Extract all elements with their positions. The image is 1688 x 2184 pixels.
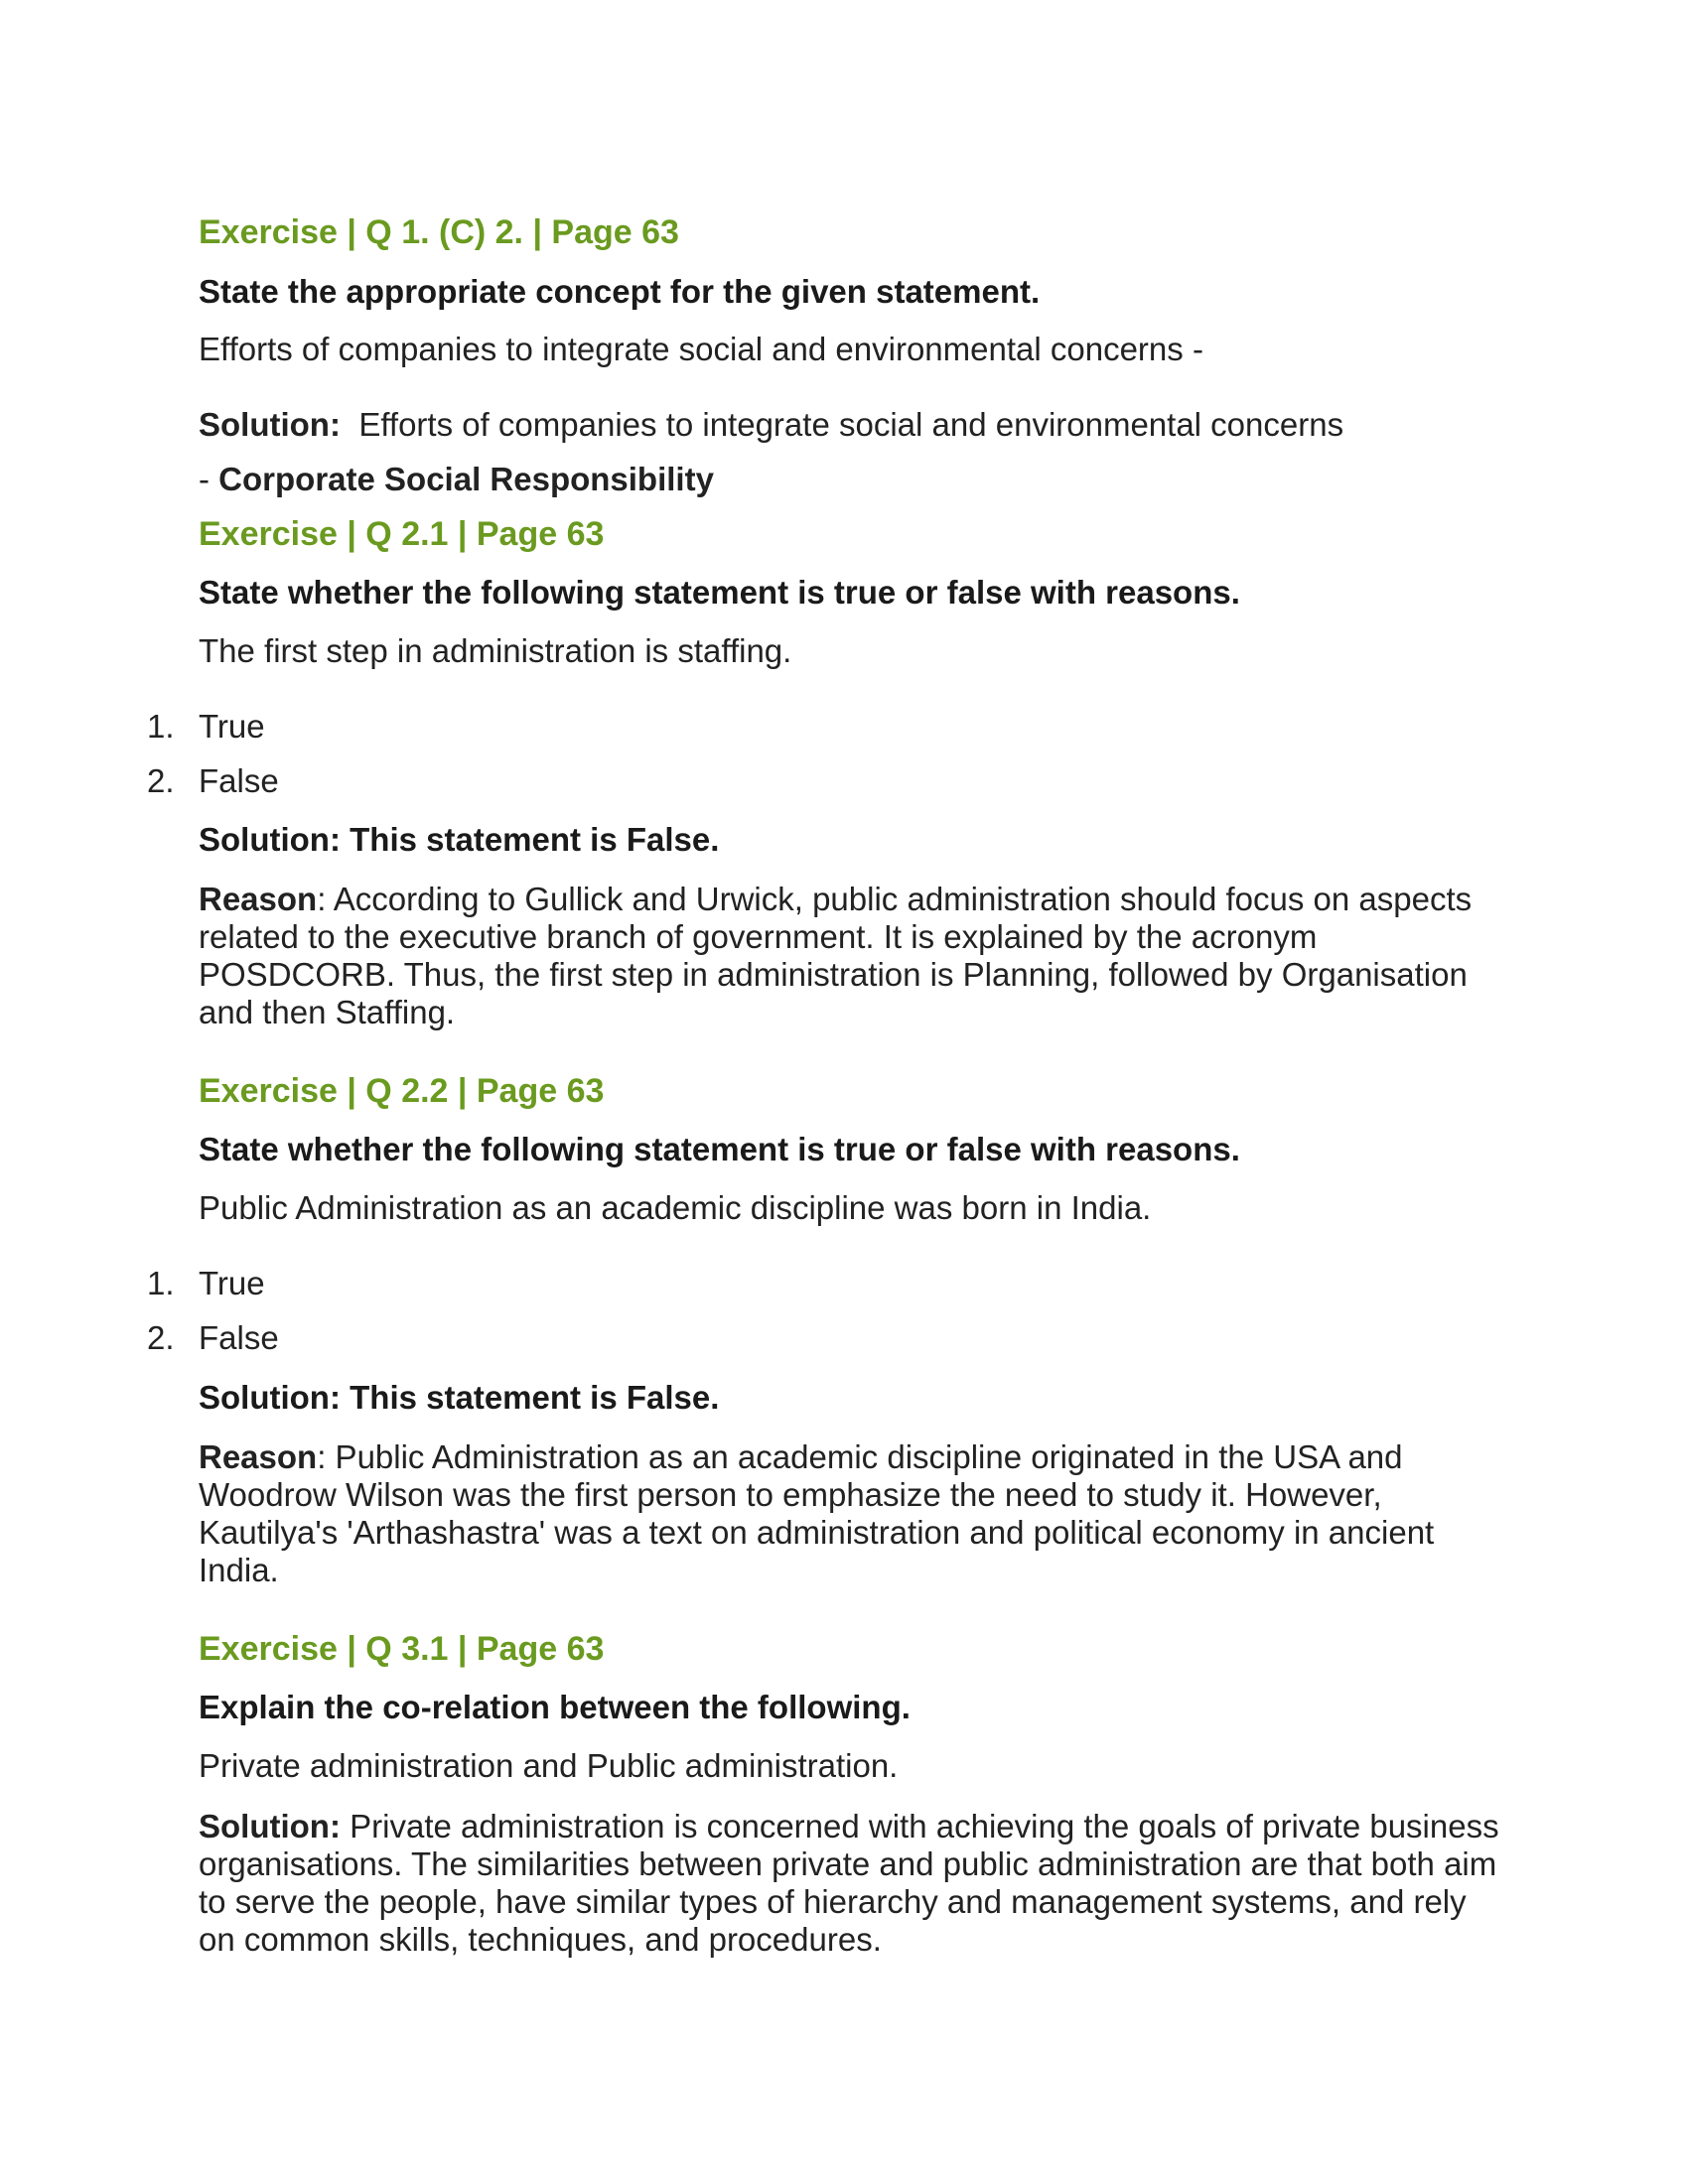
- q2-2-option-false: [147, 1318, 279, 1358]
- q1-answer: [199, 460, 1499, 499]
- q2-1-reason: [199, 881, 1499, 1031]
- option-label: False: [199, 762, 279, 799]
- q1-answer-dash: -: [199, 461, 219, 497]
- q1-heading: Exercise | Q 1. (C) 2. | Page 63: [199, 213, 679, 251]
- q3-1-statement: Private administration and Public administration.: [199, 1747, 899, 1784]
- option-number: 1.: [147, 708, 175, 745]
- q2-2-reason: [199, 1438, 1499, 1589]
- option-label: False: [199, 1319, 279, 1356]
- q1-prompt: State the appropriate concept for the given statement.: [199, 273, 1041, 310]
- q2-1-option-false: [147, 761, 279, 801]
- q2-2-statement: Public Administration as an academic discipline was born in India.: [199, 1189, 1152, 1226]
- option-number: 2.: [147, 1319, 175, 1356]
- q2-2-option-true: [147, 1264, 265, 1303]
- q3-1-solution-text: Private administration is concerned with achieving the goals of private business organisations. The similarities between private and public administration are that both aim to serve the people, have similar types of hierarchy and management systems, and rely on common skills, techniques, and procedures.: [199, 1808, 1499, 1958]
- q2-2-heading: Exercise | Q 2.2 | Page 63: [199, 1072, 605, 1110]
- q2-2-reason-label: Reason: [199, 1438, 318, 1475]
- q2-2-solution: Solution: This statement is False.: [199, 1379, 720, 1416]
- q2-2-prompt: State whether the following statement is true or false with reasons.: [199, 1131, 1240, 1167]
- q3-1-solution-label: Solution:: [199, 1808, 341, 1844]
- option-number: 2.: [147, 762, 175, 799]
- option-label: True: [199, 708, 265, 745]
- q1-solution-label: Solution:: [199, 406, 341, 443]
- q2-1-reason-label: Reason: [199, 881, 318, 917]
- q1-solution-text: Efforts of companies to integrate social and environmental concerns: [358, 406, 1344, 443]
- q3-1-heading: Exercise | Q 3.1 | Page 63: [199, 1630, 605, 1668]
- q2-1-heading: Exercise | Q 2.1 | Page 63: [199, 515, 605, 553]
- q1-answer-text: Corporate Social Responsibility: [218, 461, 714, 497]
- q1-statement: Efforts of companies to integrate social and environmental concerns -: [199, 331, 1203, 367]
- q2-1-option-true: [147, 707, 265, 747]
- option-label: True: [199, 1265, 265, 1301]
- q2-1-prompt: State whether the following statement is true or false with reasons.: [199, 574, 1240, 611]
- q3-1-prompt: Explain the co-relation between the following.: [199, 1689, 911, 1725]
- q2-1-statement: The first step in administration is staffing.: [199, 632, 792, 669]
- q2-1-reason-text: : According to Gullick and Urwick, public administration should focus on aspects related to the executive branch of government. It is explained by the acronym POSDCORB. Thus, the first step in administration is Planning, followed by Organisation and then Staffing.: [199, 881, 1473, 1030]
- option-number: 1.: [147, 1265, 175, 1301]
- q1-solution: [199, 405, 1499, 445]
- q2-1-solution: Solution: This statement is False.: [199, 821, 720, 858]
- q2-2-reason-text: : Public Administration as an academic discipline originated in the USA and Woodrow Wilson was the first person to emphasize the need to study it. However, Kautilya's 'Arthashastra' was a text on administration and political economy in ancient India.: [199, 1438, 1435, 1588]
- q3-1-solution: [199, 1808, 1499, 1959]
